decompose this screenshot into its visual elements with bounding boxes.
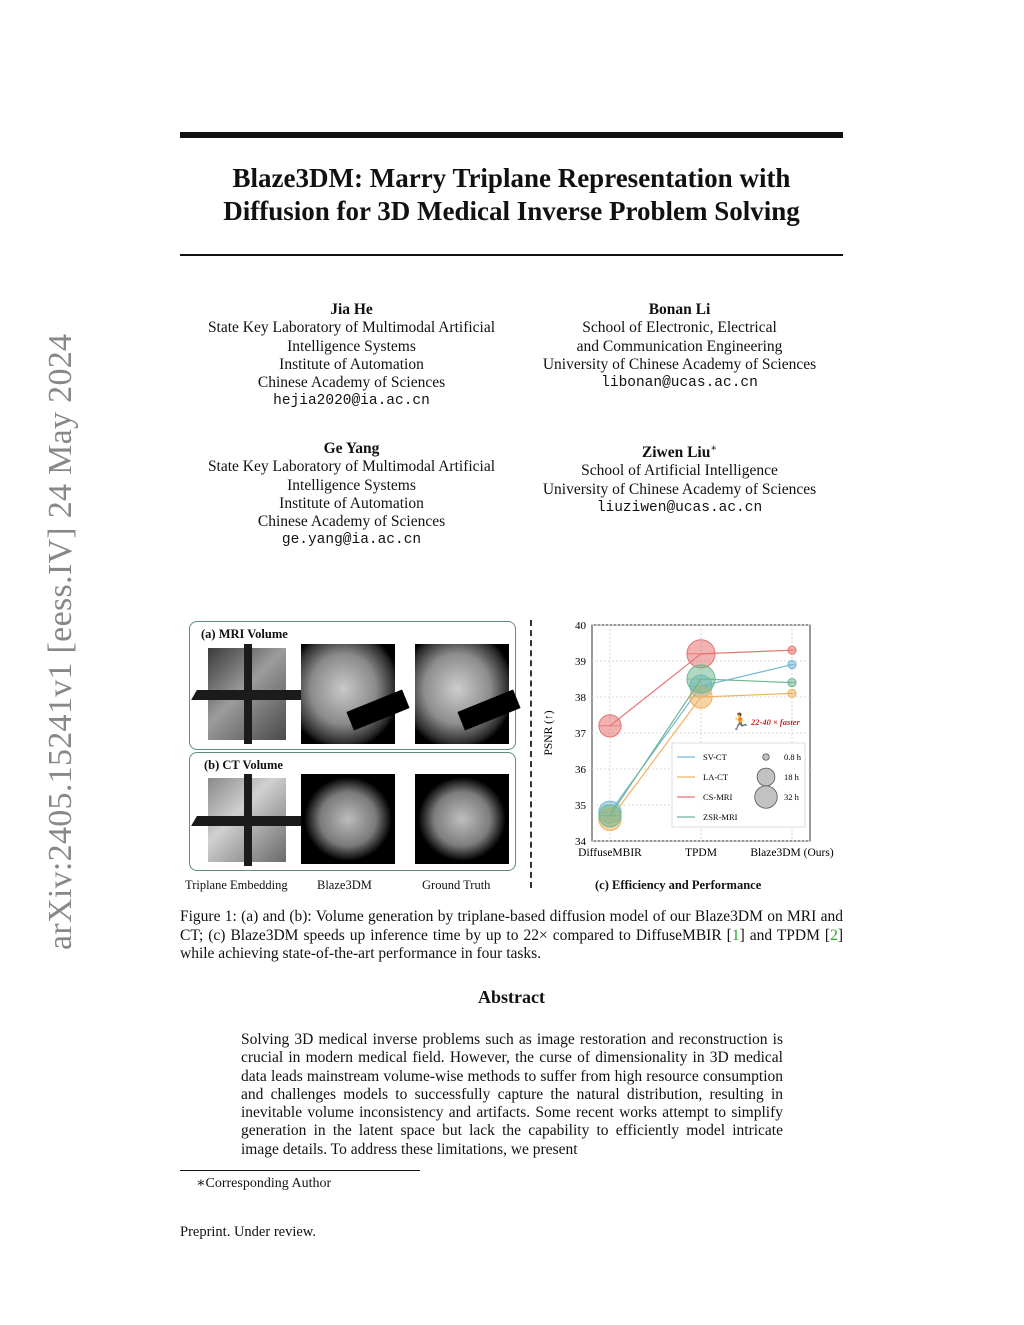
footnote-rule (180, 1170, 420, 1171)
legend-label: ZSR-MRI (703, 812, 738, 822)
citation-link-1[interactable]: 1 (731, 926, 740, 944)
title-rule-top (180, 132, 843, 138)
citation-link-2[interactable]: 2 (830, 926, 838, 944)
y-tick-label: 34 (575, 836, 586, 848)
caption-text-b: ] and TPDM [ (739, 926, 831, 944)
y-tick-label: 36 (575, 764, 586, 776)
author-affil: University of Chinese Academy of Sciences (542, 480, 817, 498)
col-label-blaze3dm: Blaze3DM (317, 878, 372, 892)
author-name-row (523, 440, 836, 462)
ct-panel-label: (b) CT Volume (204, 758, 283, 772)
y-axis-label: PSNR (↑) (543, 710, 555, 756)
mri-ground-truth-image (415, 644, 509, 744)
author-affil: Chinese Academy of Sciences (257, 513, 446, 531)
y-tick-label: 39 (575, 656, 586, 668)
mri-blaze3dm-image (301, 644, 395, 744)
mri-panel-label: (a) MRI Volume (201, 627, 288, 641)
author-affil: State Key Laboratory of Multimodal Artificial (207, 319, 496, 337)
author-name: Ge Yang (323, 440, 380, 457)
size-legend-marker (757, 768, 775, 786)
size-legend-label: 32 h (784, 792, 799, 802)
title-rule-bottom (180, 254, 843, 256)
size-legend-label: 0.8 h (784, 752, 801, 762)
chart-caption: (c) Efficiency and Performance (595, 878, 762, 892)
faster-label: 22-40 × faster (751, 717, 800, 727)
author-affil: and Communication Engineering (576, 337, 783, 355)
author-name: Bonan Li (648, 301, 711, 318)
x-tick-label: Blaze3DM (Ours) (750, 847, 834, 859)
preprint-note: Preprint. Under review. (180, 1224, 316, 1240)
ct-panel (189, 752, 516, 871)
author-affil: State Key Laboratory of Multimodal Artificial (207, 458, 496, 476)
title-line-2: Diffusion for 3D Medical Inverse Problem Solving (223, 196, 800, 226)
author-ge-yang (180, 440, 523, 550)
runner-icon: 🏃 (730, 712, 750, 731)
author-name: Ziwen Liu (641, 444, 711, 462)
abstract-body: Solving 3D medical inverse problems such as image restoration and reconstruction is crucial in modern medical field. However, the curse of dimensionality in 3D medical data leads mainstream volume-wise methods to suffer from high resource consumption and challenges models to successfully capture the natural distribution, resulting in inevitable volume inconsistency and artifacts. Some recent works attempt to simplify generation in the latent space but lack the capability to efficiently model intricate image details. To address these limitations, we present (241, 1031, 783, 1158)
ct-triplane-image (208, 774, 290, 866)
size-legend-label: 18 h (784, 772, 799, 782)
ct-blaze3dm-image (301, 774, 395, 864)
author-affil: School of Artificial Intelligence (581, 462, 778, 480)
x-tick-label: DiffuseMBIR (578, 847, 642, 859)
y-tick-label: 38 (575, 692, 586, 704)
paper-title (180, 162, 843, 228)
author-jia-he (180, 301, 523, 411)
col-label-triplane: Triplane Embedding (185, 878, 288, 892)
author-name: Jia He (330, 301, 373, 318)
mri-triplane-image (208, 644, 290, 744)
author-affil: Institute of Automation (279, 355, 424, 373)
y-tick-label: 40 (575, 620, 586, 632)
legend-label: CS-MRI (703, 792, 733, 802)
author-ziwen-liu (523, 440, 836, 517)
y-tick-label: 35 (575, 800, 586, 812)
author-bonan-li (523, 301, 836, 392)
corresponding-star: ∗ (710, 443, 718, 454)
y-tick-label: 37 (575, 728, 586, 740)
abstract-heading: Abstract (478, 987, 545, 1007)
footnote: ∗Corresponding Author (196, 1176, 332, 1191)
psnr-chart (540, 615, 845, 871)
author-affil: Chinese Academy of Sciences (257, 374, 446, 392)
author-affil: Intelligence Systems (287, 476, 416, 494)
author-affil: Institute of Automation (279, 494, 424, 512)
size-legend-marker (755, 786, 778, 809)
figure-caption (180, 908, 843, 964)
caption-text-c: ] while achieving state-of-the-art performance in four tasks. (180, 926, 843, 962)
legend-label: SV-CT (703, 752, 727, 762)
legend-label: LA-CT (703, 772, 729, 782)
author-affil: Intelligence Systems (287, 337, 416, 355)
author-affil: University of Chinese Academy of Sciences (542, 355, 817, 373)
mri-panel (189, 621, 516, 750)
author-email: liuziwen@ucas.ac.cn (596, 500, 763, 517)
figure-separator (530, 620, 532, 888)
author-email: ge.yang@ia.ac.cn (281, 532, 422, 549)
size-legend-marker (763, 754, 770, 761)
title-line-1: Blaze3DM: Marry Triplane Representation with (232, 163, 791, 193)
author-affil: School of Electronic, Electrical (582, 319, 777, 337)
ct-ground-truth-image (415, 774, 509, 864)
author-email: libonan@ucas.ac.cn (601, 375, 758, 392)
x-tick-label: TPDM (685, 847, 717, 859)
arxiv-stamp: arXiv:2405.15241v1 [eess.IV] 24 May 2024 (42, 333, 79, 950)
col-label-ground-truth: Ground Truth (422, 878, 491, 892)
author-email: hejia2020@ia.ac.cn (273, 393, 430, 410)
caption-text-a: Figure 1: (a) and (b): Volume generation by triplane-based diffusion model of our Blaze3DM on MRI and CT; (c) Blaze3DM speeds up inference time by up to 22× compared to DiffuseMBIR [ (180, 908, 843, 944)
